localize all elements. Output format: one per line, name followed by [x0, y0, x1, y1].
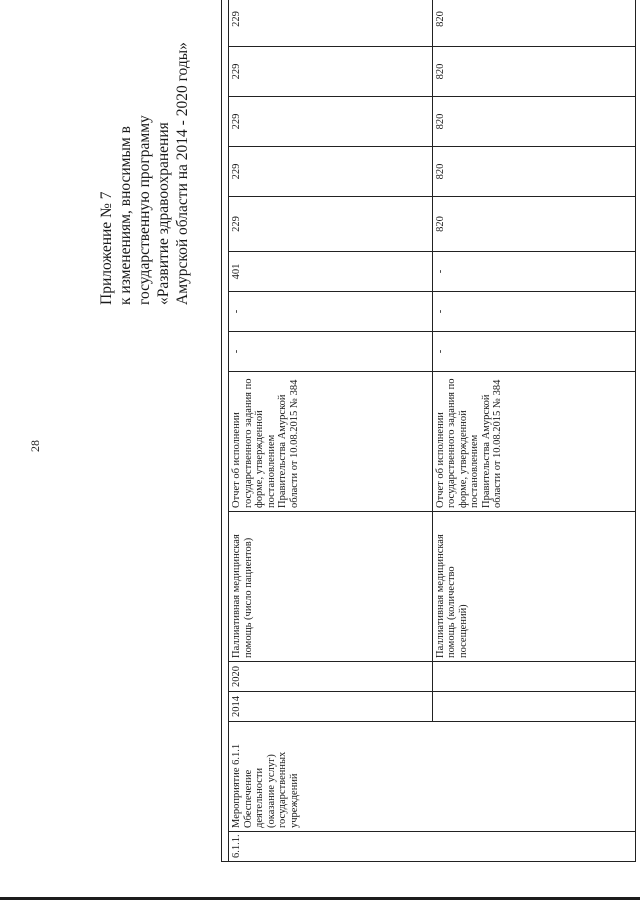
empty-cell — [432, 662, 636, 692]
value-cell: 229 — [229, 0, 433, 47]
value-cell: - — [432, 292, 636, 332]
empty-cell — [432, 692, 636, 722]
value-cell: 820 — [432, 0, 636, 47]
page-number: 28 — [28, 440, 42, 452]
period-start-cell: 2014 — [229, 692, 433, 722]
indicator-name-cell: Паллиативная медицинская помощь (число пациентов) — [229, 512, 433, 662]
row-number-cell: 6.1.1. — [229, 832, 636, 862]
indicator-source-cell: Отчет об исполнении государственного задания по форме, утвержденной постановлением Правительства Амурской области от 10.08.2015 № 384 — [432, 372, 636, 512]
value-cell: 820 — [432, 97, 636, 147]
appendix-title: Приложение № 7 — [98, 191, 115, 305]
period-end-cell: 2020 — [229, 662, 433, 692]
indicator-name-cell: Паллиативная медицинская помощь (количество посещений) — [432, 512, 636, 662]
appendix-line-4: «Развитие здравоохранения — [155, 122, 172, 305]
scan-bottom-edge — [0, 897, 640, 900]
appendix-header — [97, 42, 192, 305]
value-cell: 401 — [229, 252, 433, 292]
indicator-source-cell: Отчет об исполнении государственного задания по форме, утвержденной постановлением Правительства Амурской области от 10.08.2015 № 384 — [229, 372, 433, 512]
appendix-line-5: Амурской области на 2014 - 2020 годы» — [174, 42, 191, 305]
program-table — [221, 0, 636, 862]
value-cell: 229 — [229, 147, 433, 197]
value-cell: 229 — [229, 47, 433, 97]
program-table-sheet — [221, 11, 636, 862]
value-cell: 820 — [432, 147, 636, 197]
value-cell: 229 — [229, 97, 433, 147]
value-cell: - — [229, 292, 433, 332]
appendix-line-2: к изменениям, вносимым в — [117, 126, 134, 305]
value-cell: 820 — [432, 47, 636, 97]
value-cell: - — [432, 252, 636, 292]
value-cell: - — [432, 332, 636, 372]
appendix-line-3: государственную программу — [136, 115, 153, 305]
value-cell: 820 — [432, 197, 636, 252]
table-header-strip — [222, 0, 229, 862]
value-cell: 229 — [229, 197, 433, 252]
value-cell: - — [229, 332, 433, 372]
activity-cell: Мероприятие 6.1.1 Обеспечение деятельности (оказание услуг) государственных учреждений — [229, 722, 636, 832]
table-row — [229, 0, 433, 862]
